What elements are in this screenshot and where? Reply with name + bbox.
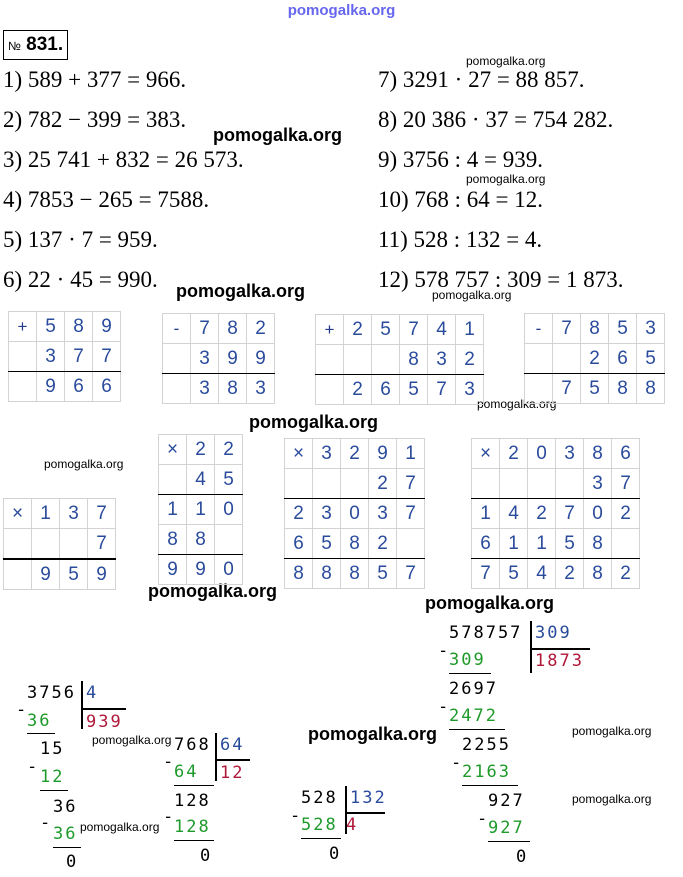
grid-cell: 1 (528, 529, 556, 559)
grid-cell: 2 (247, 314, 275, 344)
grid-cell: 9 (37, 372, 65, 402)
step-value: 0 (200, 846, 213, 866)
equation-8: 8) 20 386 · 37 = 754 282. (378, 107, 614, 132)
grid-cell: 1 (159, 495, 187, 525)
step-value: 2163 (462, 762, 511, 782)
grid-cell (397, 529, 425, 559)
quotient: 1873 (535, 651, 584, 671)
grid-cell: 2 (215, 435, 243, 465)
grid-cell: 2 (500, 439, 528, 469)
grid-cell: 1 (187, 495, 215, 525)
step-value: 2255 (462, 735, 511, 755)
grid-cell: 8 (159, 525, 187, 555)
equation-7: 7) 3291 · 27 = 88 857. (378, 67, 585, 92)
dividend: 768 (174, 735, 211, 755)
grid-cell: 3 (313, 439, 341, 469)
grid-cell: 4 (500, 499, 528, 529)
step-value: 36 (27, 711, 52, 731)
division-bar (81, 681, 83, 729)
grid-cell: 8 (584, 529, 612, 559)
dividend: 3756 (27, 683, 76, 703)
grid-cell: 7 (472, 559, 500, 589)
grid-cell: 5 (581, 374, 609, 404)
grid-cell: 7 (553, 374, 581, 404)
step-value: 528 (301, 815, 338, 835)
grid-cell: 7 (428, 375, 456, 405)
grid-cell (341, 469, 369, 499)
grid-cell: 1 (32, 499, 60, 529)
divisor: 309 (535, 623, 572, 643)
grid-cell: 9 (219, 344, 247, 374)
grid-cell: 5 (313, 529, 341, 559)
grid-cell: 3 (313, 499, 341, 529)
grid-cell: × (159, 435, 187, 465)
grid-cell: 8 (400, 345, 428, 375)
grid-cell: + (316, 315, 344, 345)
grid-cell: 3 (584, 469, 612, 499)
grid-cell: 6 (612, 439, 640, 469)
step-value: 128 (174, 817, 211, 837)
grid-cell: 5 (215, 465, 243, 495)
addition-grid-2 (315, 314, 484, 405)
grid-cell (60, 529, 88, 560)
step-line (27, 733, 55, 734)
grid-cell: 7 (400, 315, 428, 345)
grid-cell (612, 529, 640, 559)
grid-cell: 3 (369, 499, 397, 529)
step-value: 2697 (449, 679, 498, 699)
grid-cell: 6 (285, 529, 313, 559)
grid-cell: 8 (341, 559, 369, 589)
multiplication-grid-1 (3, 498, 116, 590)
grid-cell: 3 (637, 314, 665, 344)
division-bar (215, 759, 250, 761)
grid-cell: 2 (344, 375, 372, 405)
grid-cell: 9 (88, 559, 116, 590)
step-value: 0 (66, 852, 79, 872)
watermark: pomogalka.org (425, 593, 555, 613)
minus-sign: - (16, 700, 29, 720)
problem-number: 831. (26, 34, 64, 55)
grid-cell (163, 344, 191, 374)
watermark: pomogalka.org (213, 125, 343, 145)
watermark: pomogalka.org (572, 724, 652, 738)
grid-cell: 9 (93, 312, 121, 342)
number-sign: № (8, 39, 21, 53)
grid-cell (32, 529, 60, 560)
watermark: pomogalka.org (308, 724, 438, 744)
grid-cell (316, 375, 344, 405)
grid-cell: 5 (372, 315, 400, 345)
grid-cell: 3 (556, 439, 584, 469)
minus-sign: - (290, 806, 303, 826)
step-line (53, 847, 81, 848)
dividend: 578757 (449, 623, 523, 643)
grid-cell: 7 (93, 342, 121, 372)
step-line (40, 790, 68, 791)
grid-cell: 2 (344, 315, 372, 345)
grid-cell: 7 (397, 499, 425, 529)
step-value: 927 (488, 791, 525, 811)
grid-cell (525, 344, 553, 374)
divisor: 132 (350, 788, 387, 808)
step-line (174, 785, 214, 786)
grid-cell: 3 (37, 342, 65, 372)
grid-cell: 8 (581, 314, 609, 344)
grid-cell: 4 (187, 465, 215, 495)
grid-cell (372, 345, 400, 375)
dividend: 528 (301, 788, 338, 808)
grid-cell: 7 (397, 469, 425, 499)
grid-cell: 5 (37, 312, 65, 342)
watermark: pomogalka.org (92, 733, 172, 747)
grid-cell: 8 (285, 559, 313, 589)
division-bar (530, 621, 532, 673)
divisor: 4 (86, 683, 99, 703)
step-line (462, 785, 518, 786)
grid-cell: - (163, 314, 191, 344)
watermark: pomogalka.org (249, 412, 379, 432)
equation-2: 2) 782 − 399 = 383. (3, 107, 187, 132)
step-line (488, 841, 530, 842)
grid-cell (9, 342, 37, 372)
grid-cell (316, 345, 344, 375)
grid-cell: 2 (369, 469, 397, 499)
quotient: 12 (220, 763, 245, 783)
grid-cell: 6 (472, 529, 500, 559)
step-line (174, 840, 214, 841)
grid-cell: 3 (456, 375, 484, 405)
grid-cell: 5 (637, 344, 665, 374)
grid-cell (4, 559, 32, 590)
grid-cell: 7 (88, 529, 116, 560)
grid-cell: 4 (528, 559, 556, 589)
grid-cell: 8 (219, 314, 247, 344)
step-line (449, 673, 491, 674)
grid-cell: 1 (456, 315, 484, 345)
grid-cell: 8 (637, 374, 665, 404)
step-value: 2472 (449, 706, 498, 726)
grid-cell: 0 (215, 495, 243, 525)
grid-cell: 4 (428, 315, 456, 345)
equation-5: 5) 137 · 7 = 959. (3, 227, 158, 252)
grid-cell (9, 372, 37, 402)
division-bar (345, 812, 385, 814)
grid-cell: 8 (584, 439, 612, 469)
step-value: 0 (516, 847, 529, 867)
watermark-top: pomogalka.org (287, 2, 396, 19)
grid-cell: 3 (247, 374, 275, 404)
grid-cell: 6 (372, 375, 400, 405)
step-value: 0 (329, 844, 342, 864)
grid-cell: 6 (65, 372, 93, 402)
multiplication-grid-2 (158, 434, 243, 585)
grid-cell: 5 (556, 529, 584, 559)
step-value: 64 (174, 762, 199, 782)
grid-cell: 2 (456, 345, 484, 375)
grid-cell: 7 (65, 342, 93, 372)
multiplication-grid-4 (471, 438, 640, 589)
grid-cell: 5 (500, 559, 528, 589)
grid-cell: 9 (32, 559, 60, 590)
equation-12: 12) 578 757 : 309 = 1 873. (378, 267, 624, 292)
grid-cell: 7 (556, 499, 584, 529)
grid-cell (500, 469, 528, 499)
step-value: 309 (449, 650, 486, 670)
equation-4: 4) 7853 − 265 = 7588. (3, 187, 210, 212)
grid-cell: 7 (191, 314, 219, 344)
watermark: pomogalka.org (432, 288, 512, 302)
equation-10: 10) 768 : 64 = 12. (378, 187, 544, 212)
grid-cell (163, 374, 191, 404)
grid-cell: 9 (159, 555, 187, 585)
grid-cell: × (4, 499, 32, 529)
grid-cell: 8 (187, 525, 215, 555)
grid-cell: 7 (397, 559, 425, 589)
subtraction-grid-1 (162, 313, 275, 404)
equation-6: 6) 22 · 45 = 990. (3, 267, 158, 292)
watermark: pomogalka.org (572, 792, 652, 806)
grid-cell: 9 (369, 439, 397, 469)
watermark: pomogalka.org (176, 281, 306, 301)
grid-cell (525, 374, 553, 404)
grid-cell: 1 (397, 439, 425, 469)
equation-11: 11) 528 : 132 = 4. (378, 227, 543, 252)
grid-cell: 2 (528, 499, 556, 529)
grid-cell (159, 465, 187, 495)
grid-cell: + (9, 312, 37, 342)
grid-cell: 5 (400, 375, 428, 405)
watermark: pomogalka.org (80, 820, 160, 834)
minus-sign: - (438, 697, 451, 717)
grid-cell: 3 (428, 345, 456, 375)
grid-cell (472, 469, 500, 499)
minus-sign: - (40, 813, 53, 833)
grid-cell: 3 (60, 499, 88, 529)
grid-cell: 7 (612, 469, 640, 499)
grid-cell: 2 (285, 499, 313, 529)
grid-cell: 8 (609, 374, 637, 404)
grid-cell: 5 (60, 559, 88, 590)
grid-cell: 8 (313, 559, 341, 589)
grid-cell: 7 (88, 499, 116, 529)
grid-cell: 2 (581, 344, 609, 374)
grid-cell: 2 (341, 439, 369, 469)
watermark: pomogalka.org (44, 457, 124, 471)
problem-number-box (3, 30, 68, 60)
step-value: 36 (53, 797, 78, 817)
grid-cell: 2 (369, 529, 397, 559)
minus-sign: - (163, 752, 176, 772)
grid-cell (313, 469, 341, 499)
minus-sign: - (27, 757, 40, 777)
grid-cell: 0 (341, 499, 369, 529)
grid-cell: 3 (191, 344, 219, 374)
step-value: 12 (40, 767, 65, 787)
watermark: pomogalka.org (466, 172, 546, 186)
grid-cell: 0 (584, 499, 612, 529)
watermark: pomogalka.org (466, 54, 546, 68)
grid-cell (528, 469, 556, 499)
multiplication-grid-3 (284, 438, 425, 589)
step-value: 927 (488, 818, 525, 838)
grid-cell: 2 (612, 499, 640, 529)
division-bar (530, 648, 590, 650)
grid-cell: 6 (609, 344, 637, 374)
equation-1: 1) 589 + 377 = 966. (3, 67, 187, 92)
grid-cell: 2 (612, 559, 640, 589)
quotient: 4 (346, 815, 359, 835)
grid-cell: 3 (191, 374, 219, 404)
grid-cell: × (472, 439, 500, 469)
watermark: pomogalka.org (148, 581, 278, 601)
minus-sign: - (163, 807, 176, 827)
grid-cell (556, 469, 584, 499)
grid-cell (215, 525, 243, 555)
step-value: 128 (174, 791, 211, 811)
grid-cell: 1 (500, 529, 528, 559)
equation-3: 3) 25 741 + 832 = 26 573. (3, 147, 244, 172)
addition-grid-1 (8, 311, 121, 402)
grid-cell: - (525, 314, 553, 344)
grid-cell: 0 (215, 555, 243, 585)
grid-cell: 2 (187, 435, 215, 465)
grid-cell (285, 469, 313, 499)
grid-cell: 5 (609, 314, 637, 344)
grid-cell: 5 (369, 559, 397, 589)
grid-cell: × (285, 439, 313, 469)
divisor: 64 (220, 735, 245, 755)
grid-cell: 6 (93, 372, 121, 402)
step-value: 15 (40, 739, 65, 759)
grid-cell: 8 (584, 559, 612, 589)
equation-9: 9) 3756 : 4 = 939. (378, 147, 544, 172)
subtraction-grid-2 (524, 313, 665, 404)
grid-cell: 8 (219, 374, 247, 404)
step-line (301, 838, 341, 839)
grid-cell: 0 (528, 439, 556, 469)
grid-cell: 9 (187, 555, 215, 585)
grid-cell (553, 344, 581, 374)
watermark: pomogalka.org (477, 397, 557, 411)
division-bar (215, 733, 217, 781)
division-bar (81, 708, 126, 710)
grid-cell (4, 529, 32, 560)
grid-cell: 8 (65, 312, 93, 342)
quotient: 939 (86, 712, 123, 732)
step-value: 36 (53, 824, 78, 844)
grid-cell: 7 (553, 314, 581, 344)
minus-sign: - (477, 809, 490, 829)
minus-sign: - (451, 753, 464, 773)
grid-cell: 9 (247, 344, 275, 374)
step-line (449, 729, 505, 730)
grid-cell: 8 (341, 529, 369, 559)
minus-sign: - (438, 641, 451, 661)
grid-cell (344, 345, 372, 375)
grid-cell: 2 (556, 559, 584, 589)
grid-cell: 1 (472, 499, 500, 529)
